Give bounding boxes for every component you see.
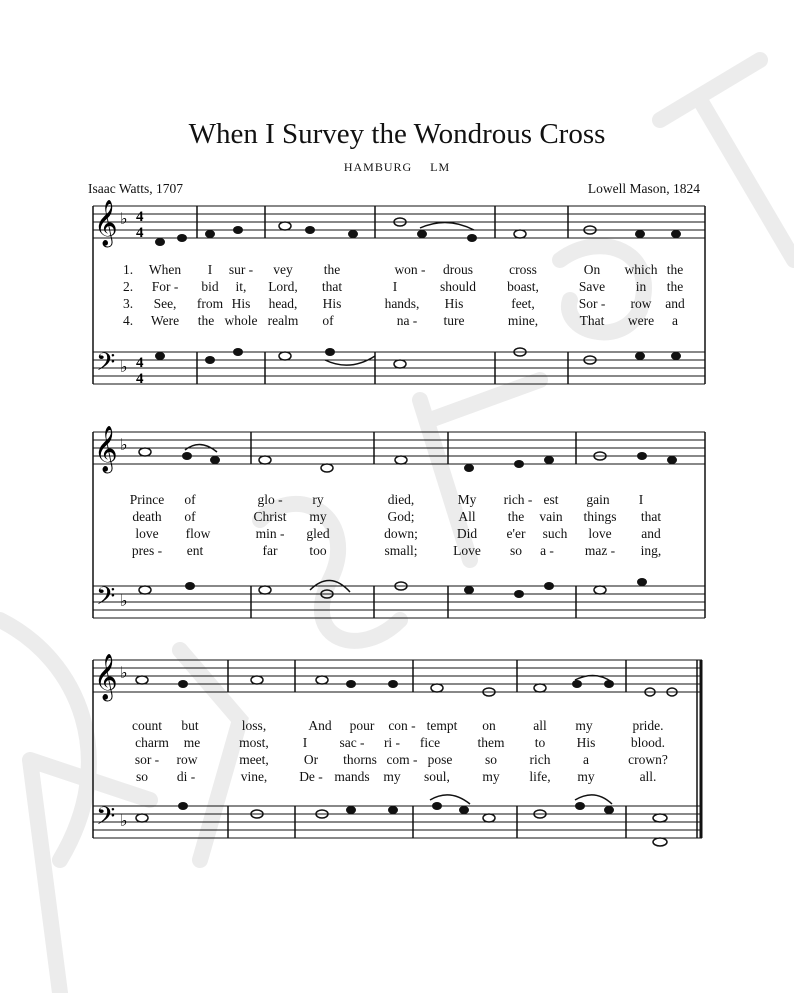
lyric-syllable: When (148, 262, 182, 277)
lyric-syllable: pride. (632, 718, 664, 733)
lyric-syllable: to (534, 735, 546, 750)
lyric-syllable: God; (387, 509, 415, 524)
lyric-syllable: De - (299, 769, 323, 784)
lyric-syllable: on (482, 718, 496, 733)
lyric-syllable: vain (539, 509, 563, 524)
svg-text:♭: ♭ (120, 593, 128, 610)
lyric-syllable: 3. (122, 296, 134, 311)
lyric-syllable: I (207, 262, 213, 277)
hymn-title: When I Survey the Wondrous Cross (188, 118, 606, 150)
lyric-syllable: row (176, 752, 198, 767)
svg-text:𝄞: 𝄞 (94, 654, 118, 700)
svg-text:♭: ♭ (120, 359, 128, 376)
lyric-syllable: it, (235, 279, 247, 294)
lyric-syllable: rich - (503, 492, 533, 507)
lyric-syllable: hands, (384, 296, 420, 311)
lyric-syllable: See, (153, 296, 177, 311)
lyric-syllable: sur - (228, 262, 254, 277)
lyric-syllable: all. (639, 769, 657, 784)
lyric-syllable: far (262, 543, 278, 558)
lyric-syllable: and (641, 526, 661, 541)
lyric-syllable: maz - (584, 543, 616, 558)
lyric-syllable: feet, (511, 296, 535, 311)
lyric-syllable: died, (387, 492, 415, 507)
lyric-syllable: 1. (122, 262, 134, 277)
lyric-syllable: were (627, 313, 655, 328)
svg-text:4: 4 (136, 209, 144, 225)
lyric-syllable: All (458, 509, 476, 524)
lyric-syllable: sor - (134, 752, 160, 767)
lyric-syllable: vey (273, 262, 293, 277)
lyric-syllable: of (322, 313, 334, 328)
lyric-syllable: ent (186, 543, 204, 558)
lyric-syllable: them (477, 735, 505, 750)
lyric-syllable: won - (394, 262, 426, 277)
lyric-syllable: On (583, 262, 601, 277)
svg-text:𝄢: 𝄢 (96, 348, 116, 383)
lyric-syllable: min - (255, 526, 285, 541)
lyric-syllable: ing, (640, 543, 662, 558)
lyric-syllable: loss, (241, 718, 267, 733)
lyric-syllable: sac - (339, 735, 365, 750)
tune-name: HAMBURG LM (343, 160, 451, 174)
lyric-syllable: pose (427, 752, 453, 767)
svg-text:♭: ♭ (120, 665, 128, 682)
lyric-syllable: that (640, 509, 662, 524)
lyric-syllable: from (196, 296, 224, 311)
lyric-syllable: His (576, 735, 596, 750)
lyric-syllable: thorns (343, 752, 377, 767)
lyric-syllable: love (135, 526, 159, 541)
lyric-syllable: my (575, 718, 593, 733)
lyric-syllable: rich (529, 752, 551, 767)
lyric-syllable: so (509, 543, 523, 558)
lyric-syllable: my (383, 769, 401, 784)
lyric-syllable: a - (540, 543, 554, 558)
lyric-syllable: And (308, 718, 332, 733)
lyric-syllable: Prince (129, 492, 165, 507)
svg-text:♭: ♭ (120, 211, 128, 228)
music-credit: Lowell Mason, 1824 (587, 181, 700, 196)
lyric-syllable: gain (586, 492, 610, 507)
lyric-syllable: mands (334, 769, 370, 784)
lyric-syllable: the (666, 279, 684, 294)
lyric-syllable: Did (456, 526, 478, 541)
lyric-syllable: the (666, 262, 684, 277)
lyric-syllable: should (439, 279, 477, 294)
lyric-syllable: His (322, 296, 342, 311)
lyric-syllable: For - (151, 279, 179, 294)
lyric-syllable: Love (453, 543, 481, 558)
lyric-syllable: crown? (628, 752, 668, 767)
lyric-syllable: small; (384, 543, 418, 558)
lyric-syllable: of (184, 492, 196, 507)
lyric-syllable: bid (201, 279, 219, 294)
lyric-syllable: fice (419, 735, 441, 750)
lyric-syllable: that (321, 279, 343, 294)
svg-text:𝄞: 𝄞 (94, 200, 118, 246)
lyric-syllable: me (183, 735, 201, 750)
lyric-syllable: things (583, 509, 617, 524)
lyric-syllable: too (309, 543, 327, 558)
lyric-syllable: all (533, 718, 547, 733)
svg-text:4: 4 (136, 371, 144, 387)
svg-text:𝄢: 𝄢 (96, 582, 116, 617)
lyric-syllable: ry (312, 492, 324, 507)
lyric-syllable: Christ (253, 509, 287, 524)
lyric-syllable: charm (135, 735, 169, 750)
lyric-syllable: ture (443, 313, 465, 328)
lyric-syllable: glo - (257, 492, 283, 507)
lyric-syllable: na - (396, 313, 418, 328)
lyric-syllable: I (392, 279, 398, 294)
lyric-syllable: His (444, 296, 464, 311)
lyric-syllable: love (588, 526, 612, 541)
svg-text:𝄞: 𝄞 (94, 426, 118, 472)
lyric-syllable: blood. (630, 735, 666, 750)
lyric-syllable: ri - (383, 735, 401, 750)
svg-text:4: 4 (136, 225, 144, 241)
lyric-syllable: Or (303, 752, 319, 767)
lyric-syllable: and (665, 296, 685, 311)
lyric-syllable: I (302, 735, 308, 750)
lyric-syllable: That (579, 313, 605, 328)
lyric-syllable: cross (509, 262, 537, 277)
lyric-syllable: so (135, 769, 149, 784)
lyric-syllable: most, (239, 735, 269, 750)
lyric-syllable: whole (224, 313, 258, 328)
lyric-syllable: mine, (507, 313, 539, 328)
lyric-syllable: Save (578, 279, 606, 294)
lyric-syllable: est (543, 492, 559, 507)
lyric-syllable: di - (176, 769, 196, 784)
lyric-syllable: pour (349, 718, 375, 733)
lyric-syllable: Lord, (268, 279, 298, 294)
lyric-syllable: in (635, 279, 647, 294)
svg-text:𝄢: 𝄢 (96, 802, 116, 837)
lyric-syllable: boast, (507, 279, 539, 294)
lyric-syllable: row (630, 296, 652, 311)
lyric-syllable: His (231, 296, 251, 311)
lyric-syllable: flow (185, 526, 211, 541)
lyric-syllable: but (181, 718, 199, 733)
lyric-syllable: the (197, 313, 215, 328)
lyric-syllable: a (672, 313, 678, 328)
lyric-syllable: drous (443, 262, 473, 277)
lyric-syllable: the (507, 509, 525, 524)
lyric-syllable: e'er (506, 526, 526, 541)
lyric-syllable: vine, (240, 769, 268, 784)
svg-text:4: 4 (136, 355, 144, 371)
svg-text:♭: ♭ (120, 437, 128, 454)
lyric-syllable: my (482, 769, 500, 784)
lyric-syllable: Were (150, 313, 180, 328)
lyric-syllable: my (309, 509, 327, 524)
words-credit: Isaac Watts, 1707 (88, 181, 184, 196)
lyric-syllable: com - (386, 752, 418, 767)
lyric-syllable: tempt (426, 718, 458, 733)
lyric-syllable: My (457, 492, 477, 507)
lyric-syllable: realm (267, 313, 299, 328)
lyric-syllable: death (132, 509, 162, 524)
lyric-syllable: Sor - (578, 296, 606, 311)
lyric-syllable: which (624, 262, 658, 277)
lyric-syllable: con - (388, 718, 416, 733)
lyric-syllable: of (184, 509, 196, 524)
lyric-syllable: 2. (122, 279, 134, 294)
lyric-syllable: pres - (131, 543, 163, 558)
lyric-syllable: a (583, 752, 589, 767)
lyric-syllable: down; (384, 526, 418, 541)
lyric-syllable: my (577, 769, 595, 784)
lyric-syllable: such (542, 526, 568, 541)
lyric-syllable: 4. (122, 313, 134, 328)
lyric-syllable: gled (306, 526, 330, 541)
lyric-syllable: life, (529, 769, 551, 784)
lyric-syllable: so (484, 752, 498, 767)
lyric-syllable: head, (268, 296, 298, 311)
lyric-syllable: count (132, 718, 162, 733)
lyric-syllable: I (638, 492, 644, 507)
lyric-syllable: the (323, 262, 341, 277)
lyric-syllable: meet, (239, 752, 269, 767)
svg-text:♭: ♭ (120, 813, 128, 830)
lyric-syllable: soul, (424, 769, 450, 784)
